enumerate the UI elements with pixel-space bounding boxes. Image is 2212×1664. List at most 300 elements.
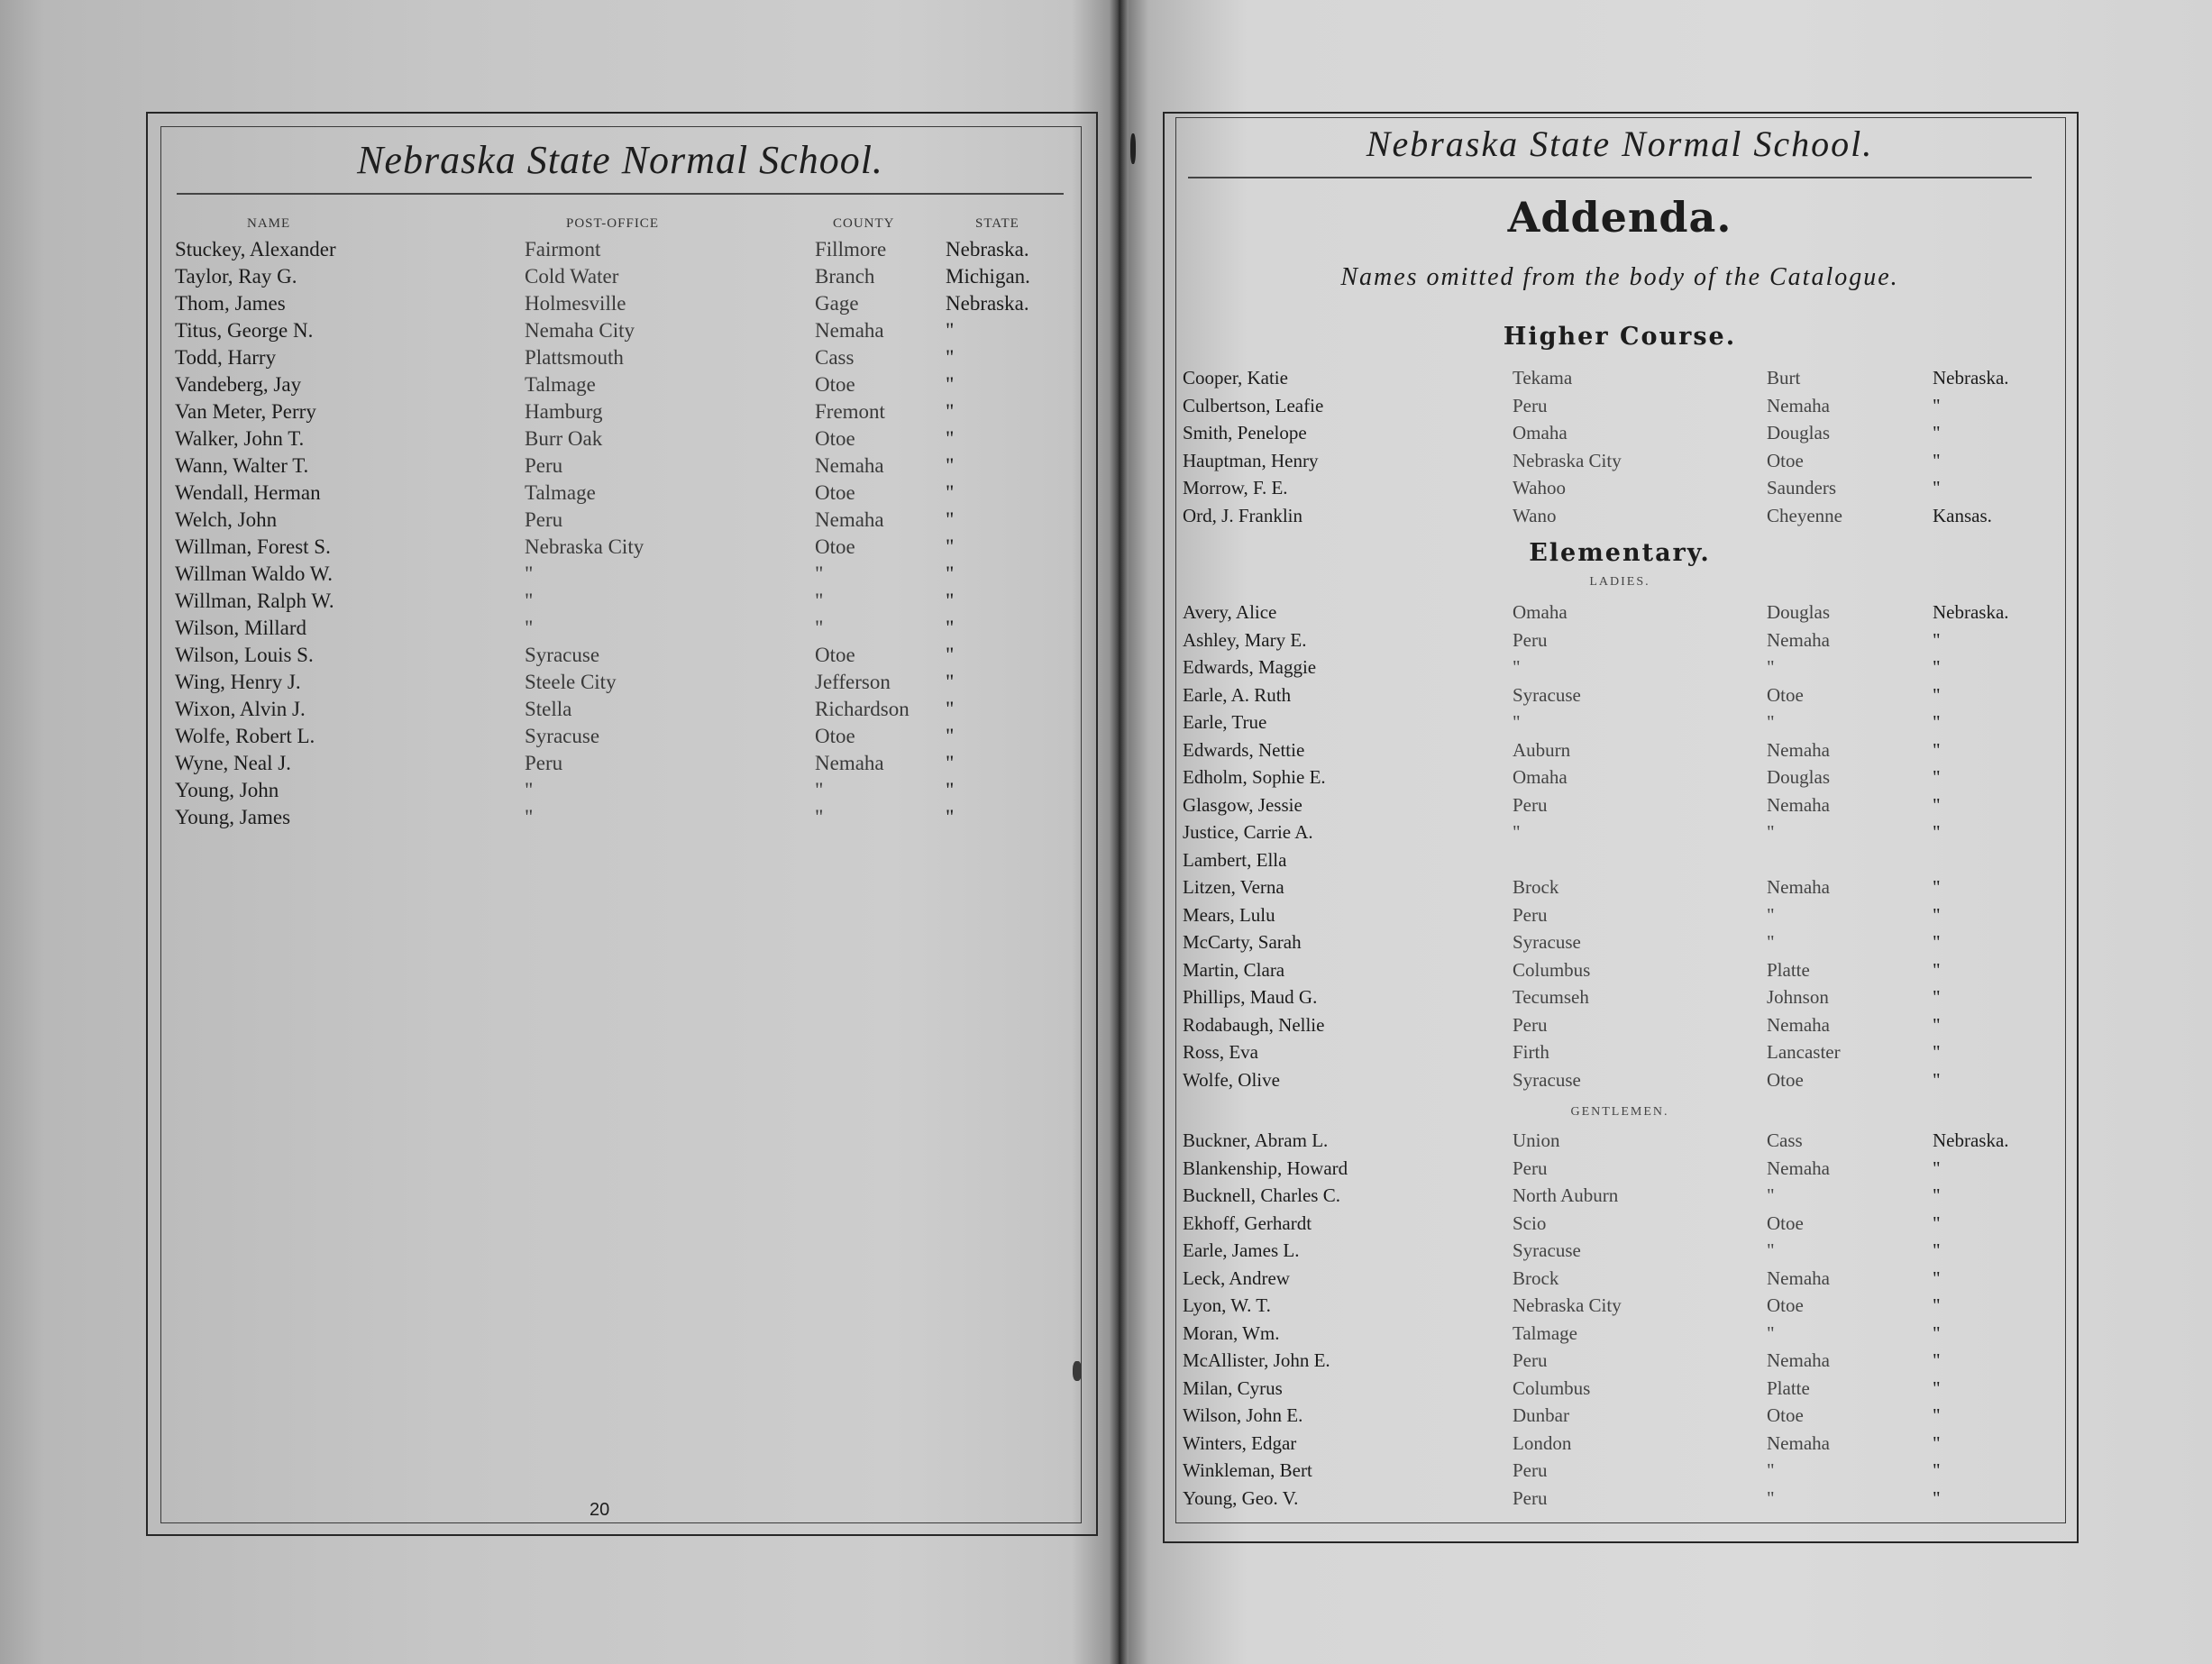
addenda-title: Addenda.: [1507, 193, 1732, 242]
post-office: Nebraska City: [525, 535, 644, 558]
state: ": [1933, 1431, 1941, 1454]
county: Nemaha: [1767, 628, 1830, 651]
student-name: Morrow, F. E.: [1183, 477, 1288, 498]
state: ": [1933, 1376, 1941, 1399]
student-name: Moran, Wm.: [1183, 1321, 1280, 1344]
post-office: Cold Water: [525, 265, 619, 288]
list-row: [1183, 392, 2048, 419]
post-office: Peru: [1513, 793, 1548, 816]
county: ": [815, 590, 824, 612]
state: ": [1933, 1321, 1941, 1344]
student-name: Litzen, Verna: [1183, 876, 1284, 898]
student-name: Thom, James: [175, 292, 286, 315]
list-row: [1183, 901, 2048, 928]
post-office: Brock: [1513, 876, 1559, 898]
county: Fillmore: [815, 238, 887, 261]
list-row: [1183, 1038, 2048, 1065]
ink-blot: [1073, 1361, 1082, 1381]
state: ": [946, 373, 955, 396]
county: Nemaha: [1767, 876, 1830, 898]
post-office: Wahoo: [1513, 477, 1566, 498]
county: ": [1767, 1459, 1775, 1481]
student-name: Ashley, Mary E.: [1183, 628, 1307, 651]
post-office: Firth: [1513, 1041, 1549, 1063]
higher-course-list: [1183, 364, 2048, 532]
post-office: Brock: [1513, 1266, 1559, 1289]
student-name: Taylor, Ray G.: [175, 265, 297, 288]
county: Nemaha: [1767, 738, 1830, 761]
student-name: Earle, A. Ruth: [1183, 683, 1292, 706]
list-row: [175, 723, 1076, 750]
post-office: Columbus: [1513, 958, 1591, 981]
post-office: Columbus: [1513, 1376, 1591, 1399]
list-row: [1183, 474, 2048, 501]
post-office: Auburn: [1513, 738, 1571, 761]
student-name: Buckner, Abram L.: [1183, 1129, 1329, 1151]
county: ": [1767, 1184, 1775, 1206]
state: ": [1933, 931, 1941, 953]
list-row: [1183, 681, 2048, 709]
student-name: Phillips, Maud G.: [1183, 986, 1318, 1008]
county: Platte: [1767, 958, 1810, 981]
student-name: Walker, John T.: [175, 427, 305, 450]
student-name: Wann, Walter T.: [175, 454, 309, 477]
state: ": [1933, 1459, 1941, 1481]
list-row: [1183, 599, 2048, 626]
post-office: Syracuse: [525, 644, 600, 666]
state: ": [1933, 1157, 1941, 1179]
list-row: [1183, 1265, 2048, 1292]
state: Michigan.: [946, 265, 1030, 288]
list-row: [1183, 1485, 2048, 1512]
list-row: [175, 642, 1076, 669]
list-row: [175, 480, 1076, 507]
post-office: ": [525, 590, 534, 612]
student-name: Hauptman, Henry: [1183, 449, 1319, 471]
post-office: Nebraska City: [1513, 1294, 1622, 1316]
student-name: Wing, Henry J.: [175, 671, 301, 693]
student-name: Edwards, Maggie: [1183, 656, 1317, 678]
post-office: Omaha: [1513, 422, 1568, 443]
county: Fremont: [815, 400, 885, 423]
county: Otoe: [1767, 1068, 1804, 1091]
state: ": [1933, 628, 1941, 651]
student-name: Young, John: [175, 779, 279, 801]
county: ": [815, 617, 824, 639]
county: Gage: [815, 292, 859, 315]
list-row: [175, 453, 1076, 480]
county: Nemaha: [815, 454, 884, 477]
student-name: Bucknell, Charles C.: [1183, 1184, 1340, 1206]
state: ": [1933, 1404, 1941, 1426]
left-head-rule: [177, 193, 1064, 195]
student-name: Wilson, Louis S.: [175, 644, 314, 666]
state: ": [946, 562, 955, 585]
student-name: Smith, Penelope: [1183, 422, 1307, 443]
addenda-subtitle: Names omitted from the body of the Catalogue.: [1340, 263, 1899, 291]
student-name: Welch, John: [175, 508, 278, 531]
student-name: Lyon, W. T.: [1183, 1294, 1271, 1316]
student-name: Young, Geo. V.: [1183, 1486, 1299, 1509]
column-header-post-office: POST-OFFICE: [566, 216, 659, 231]
student-name: Lambert, Ella: [1183, 848, 1287, 871]
post-office: Nemaha City: [525, 319, 635, 342]
post-office: London: [1513, 1431, 1572, 1454]
list-row: [175, 398, 1076, 425]
student-name: Wilson, Millard: [175, 617, 307, 639]
list-row: [1183, 1237, 2048, 1264]
county: Johnson: [1767, 986, 1829, 1008]
state: ": [946, 319, 955, 342]
post-office: Syracuse: [1513, 683, 1581, 706]
county: Cass: [815, 346, 855, 369]
state: ": [1933, 422, 1941, 443]
student-name: Wendall, Herman: [175, 481, 321, 504]
list-row: [1183, 763, 2048, 791]
county: ": [815, 562, 824, 585]
state: ": [1933, 449, 1941, 471]
list-row: [1183, 1127, 2048, 1154]
county: Otoe: [815, 644, 855, 666]
county: Otoe: [1767, 1404, 1804, 1426]
student-name: Ekhoff, Gerhardt: [1183, 1211, 1312, 1234]
list-row: [1183, 956, 2048, 983]
right-head-rule: [1188, 177, 2032, 178]
county: ": [1767, 931, 1775, 953]
list-row: [1183, 1066, 2048, 1093]
county: Nemaha: [815, 752, 884, 774]
list-row: [1183, 846, 2048, 873]
county: Otoe: [815, 481, 855, 504]
student-name: Wolfe, Robert L.: [175, 725, 315, 747]
student-name: Willman Waldo W.: [175, 562, 334, 585]
state: ": [946, 806, 955, 828]
column-header-state: STATE: [975, 216, 1019, 231]
state: ": [946, 481, 955, 504]
student-name: Willman, Forest S.: [175, 535, 331, 558]
list-row: [175, 561, 1076, 588]
state: ": [1933, 986, 1941, 1008]
post-office: Dunbar: [1513, 1404, 1569, 1426]
post-office: North Auburn: [1513, 1184, 1619, 1206]
list-row: [175, 236, 1076, 263]
student-name: Todd, Harry: [175, 346, 277, 369]
student-name: Culbertson, Leafie: [1183, 394, 1324, 416]
county: Richardson: [815, 698, 909, 720]
post-office: Fairmont: [525, 238, 601, 261]
list-row: [175, 696, 1076, 723]
student-name: Milan, Cyrus: [1183, 1376, 1283, 1399]
county: Otoe: [1767, 449, 1804, 471]
post-office: ": [525, 562, 534, 585]
student-name: Martin, Clara: [1183, 958, 1285, 981]
page-number: 20: [590, 1500, 610, 1520]
state: ": [946, 400, 955, 423]
county: Nemaha: [1767, 1266, 1830, 1289]
state: ": [1933, 958, 1941, 981]
state: Nebraska.: [946, 238, 1029, 261]
state: ": [946, 725, 955, 747]
state: ": [1933, 394, 1941, 416]
state: ": [1933, 683, 1941, 706]
state: ": [1933, 1349, 1941, 1371]
state: ": [1933, 1294, 1941, 1316]
state: ": [1933, 876, 1941, 898]
list-row: [1183, 654, 2048, 681]
state: Nebraska.: [1933, 1129, 2009, 1151]
list-row: [1183, 709, 2048, 736]
list-row: [175, 425, 1076, 453]
gentlemen-label: GENTLEMEN.: [1570, 1105, 1669, 1119]
county: Cass: [1767, 1129, 1803, 1151]
list-row: [1183, 791, 2048, 818]
column-header-name: NAME: [247, 216, 291, 231]
list-row: [175, 507, 1076, 534]
post-office: ": [1513, 711, 1521, 733]
state: ": [1933, 821, 1941, 843]
spine-mark: [1130, 133, 1136, 164]
list-row: [175, 344, 1076, 371]
left-running-head: Nebraska State Normal School.: [357, 138, 883, 182]
post-office: Talmage: [1513, 1321, 1577, 1344]
elementary-heading: Elementary.: [1529, 539, 1711, 567]
county: ": [1767, 1486, 1775, 1509]
list-row: [1183, 1292, 2048, 1319]
county: Otoe: [1767, 683, 1804, 706]
list-row: [175, 669, 1076, 696]
list-row: [175, 750, 1076, 777]
county: Lancaster: [1767, 1041, 1841, 1063]
student-name: Ord, J. Franklin: [1183, 504, 1303, 526]
list-row: [1183, 983, 2048, 1010]
state: ": [1933, 1068, 1941, 1091]
state: Nebraska.: [1933, 367, 2009, 389]
list-row: [1183, 818, 2048, 846]
post-office: Talmage: [525, 373, 596, 396]
student-name: Glasgow, Jessie: [1183, 793, 1303, 816]
county: ": [1767, 1239, 1775, 1261]
county: Saunders: [1767, 477, 1836, 498]
state: ": [1933, 1266, 1941, 1289]
post-office: Peru: [1513, 1157, 1548, 1179]
list-row: [1183, 873, 2048, 901]
county: Nemaha: [1767, 1157, 1830, 1179]
county: Nemaha: [1767, 1431, 1830, 1454]
student-name: Rodabaugh, Nellie: [1183, 1013, 1325, 1036]
county: ": [1767, 656, 1775, 678]
list-row: [1183, 928, 2048, 955]
list-row: [1183, 1457, 2048, 1484]
post-office: Steele City: [525, 671, 617, 693]
state: ": [946, 427, 955, 450]
student-name: Edholm, Sophie E.: [1183, 766, 1326, 788]
column-header-county: COUNTY: [833, 216, 895, 231]
state: ": [1933, 1486, 1941, 1509]
county: Nemaha: [1767, 1349, 1830, 1371]
county: ": [1767, 711, 1775, 733]
list-row: [175, 290, 1076, 317]
list-row: [1183, 1155, 2048, 1182]
county: Jefferson: [815, 671, 891, 693]
post-office: ": [525, 806, 534, 828]
post-office: Peru: [1513, 1349, 1548, 1371]
state: ": [1933, 793, 1941, 816]
post-office: Peru: [1513, 1013, 1548, 1036]
list-row: [175, 588, 1076, 615]
state: Nebraska.: [946, 292, 1029, 315]
gentlemen-list: [1183, 1127, 2048, 1511]
list-row: [1183, 1182, 2048, 1209]
state: ": [1933, 1211, 1941, 1234]
county: Platte: [1767, 1376, 1810, 1399]
county: Otoe: [1767, 1294, 1804, 1316]
student-name: Edwards, Nettie: [1183, 738, 1305, 761]
left-student-list: [175, 236, 1076, 831]
post-office: Tekama: [1513, 367, 1573, 389]
book-gutter: [1109, 0, 1129, 1664]
student-name: Earle, True: [1183, 711, 1267, 733]
student-name: Blankenship, Howard: [1183, 1157, 1348, 1179]
post-office: ": [525, 779, 534, 801]
student-name: Wixon, Alvin J.: [175, 698, 306, 720]
list-row: [1183, 502, 2048, 529]
higher-course-heading: Higher Course.: [1503, 323, 1737, 351]
post-office: Stella: [525, 698, 572, 720]
post-office: Burr Oak: [525, 427, 603, 450]
student-name: Earle, James L.: [1183, 1239, 1300, 1261]
county: Otoe: [815, 725, 855, 747]
state: ": [946, 779, 955, 801]
county: Branch: [815, 265, 875, 288]
student-name: Wyne, Neal J.: [175, 752, 291, 774]
state: ": [946, 454, 955, 477]
county: Nemaha: [815, 508, 884, 531]
county: Nemaha: [815, 319, 884, 342]
list-row: [175, 804, 1076, 831]
student-name: Winkleman, Bert: [1183, 1459, 1312, 1481]
county: Douglas: [1767, 422, 1830, 443]
county: ": [1767, 821, 1775, 843]
student-name: Leck, Andrew: [1183, 1266, 1290, 1289]
list-row: [1183, 1402, 2048, 1429]
student-name: Ross, Eva: [1183, 1041, 1258, 1063]
state: ": [1933, 1013, 1941, 1036]
state: ": [1933, 903, 1941, 926]
student-name: Van Meter, Perry: [175, 400, 316, 423]
post-office: ": [525, 617, 534, 639]
state: ": [946, 617, 955, 639]
state: ": [946, 535, 955, 558]
post-office: Hamburg: [525, 400, 603, 423]
ladies-list: [1183, 599, 2048, 1093]
post-office: Syracuse: [1513, 1068, 1581, 1091]
state: ": [1933, 766, 1941, 788]
county: Otoe: [1767, 1211, 1804, 1234]
state: ": [1933, 1041, 1941, 1063]
state: ": [946, 590, 955, 612]
state: Kansas.: [1933, 504, 1992, 526]
post-office: ": [1513, 656, 1521, 678]
post-office: Peru: [525, 508, 563, 531]
county: Nemaha: [1767, 394, 1830, 416]
state: ": [1933, 1184, 1941, 1206]
list-row: [175, 534, 1076, 561]
post-office: Syracuse: [1513, 931, 1581, 953]
list-row: [175, 371, 1076, 398]
list-row: [1183, 1347, 2048, 1374]
list-row: [1183, 419, 2048, 446]
ladies-label: LADIES.: [1589, 575, 1650, 589]
state: ": [946, 346, 955, 369]
state: Nebraska.: [1933, 601, 2009, 623]
post-office: Peru: [1513, 628, 1548, 651]
post-office: Peru: [525, 752, 563, 774]
state: ": [1933, 1239, 1941, 1261]
county: Douglas: [1767, 766, 1830, 788]
post-office: Scio: [1513, 1211, 1547, 1234]
county: ": [815, 806, 824, 828]
state: ": [946, 698, 955, 720]
list-row: [175, 317, 1076, 344]
right-running-head: Nebraska State Normal School.: [1366, 123, 1874, 164]
post-office: Plattsmouth: [525, 346, 624, 369]
post-office: Nebraska City: [1513, 449, 1622, 471]
post-office: Syracuse: [525, 725, 600, 747]
post-office: Tecumseh: [1513, 986, 1589, 1008]
list-row: [1183, 1210, 2048, 1237]
list-row: [175, 263, 1076, 290]
state: ": [1933, 711, 1941, 733]
student-name: Vandeberg, Jay: [175, 373, 302, 396]
county: Otoe: [815, 373, 855, 396]
post-office: Holmesville: [525, 292, 626, 315]
list-row: [175, 615, 1076, 642]
list-row: [1183, 736, 2048, 763]
list-row: [1183, 1320, 2048, 1347]
county: Cheyenne: [1767, 504, 1842, 526]
post-office: Peru: [525, 454, 563, 477]
state: ": [946, 508, 955, 531]
student-name: Wolfe, Olive: [1183, 1068, 1280, 1091]
post-office: Peru: [1513, 1486, 1548, 1509]
list-row: [1183, 1430, 2048, 1457]
post-office: Omaha: [1513, 766, 1568, 788]
list-row: [175, 777, 1076, 804]
county: Nemaha: [1767, 793, 1830, 816]
county: ": [815, 779, 824, 801]
county: Otoe: [815, 535, 855, 558]
state: ": [946, 671, 955, 693]
student-name: Young, James: [175, 806, 291, 828]
post-office: Omaha: [1513, 601, 1568, 623]
state: ": [1933, 656, 1941, 678]
post-office: Union: [1513, 1129, 1560, 1151]
post-office: Peru: [1513, 903, 1548, 926]
state: ": [946, 752, 955, 774]
county: Otoe: [815, 427, 855, 450]
student-name: Mears, Lulu: [1183, 903, 1275, 926]
list-row: [1183, 1375, 2048, 1402]
county: Douglas: [1767, 601, 1830, 623]
post-office: Wano: [1513, 504, 1557, 526]
county: ": [1767, 903, 1775, 926]
county: ": [1767, 1321, 1775, 1344]
list-row: [1183, 447, 2048, 474]
student-name: McCarty, Sarah: [1183, 931, 1302, 953]
list-row: [1183, 364, 2048, 391]
state: ": [1933, 738, 1941, 761]
student-name: Winters, Edgar: [1183, 1431, 1297, 1454]
